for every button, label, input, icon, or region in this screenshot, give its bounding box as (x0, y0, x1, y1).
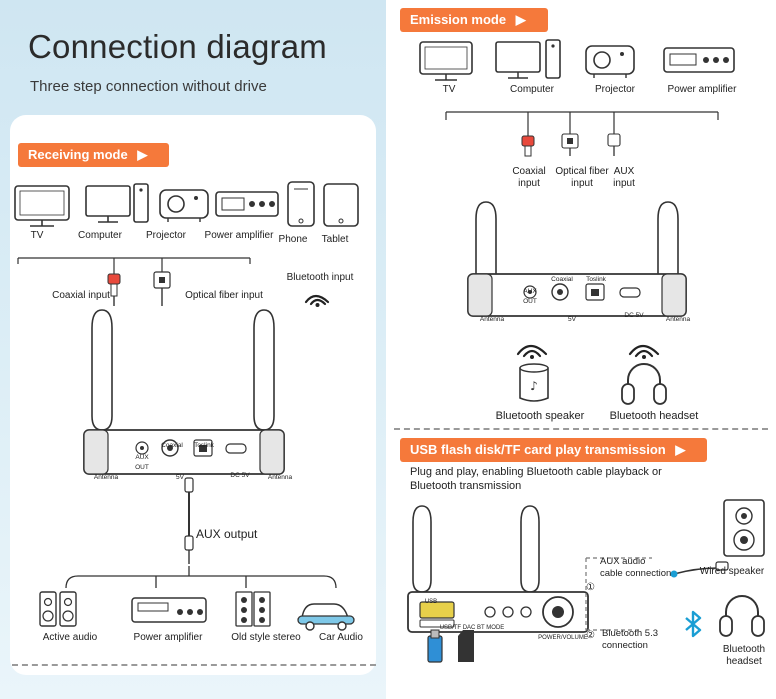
usb-step2-line1: Bluetooth 5.3 (602, 628, 658, 639)
left-panel (0, 0, 386, 699)
svg-text:♪: ♪ (530, 379, 538, 393)
usb-sub-labels: USB/TF DAC BT MODE (439, 625, 505, 631)
speakers-icon (40, 592, 76, 626)
port-label-coaxial: Coaxial (161, 442, 183, 449)
emission-output-label-headset: Bluetooth headset (609, 410, 699, 422)
source-label-phone: Phone (278, 234, 308, 245)
emission-input-label-aux: AUX input (613, 166, 635, 189)
page-subtitle: Three step connection without drive (30, 78, 267, 95)
right-panel (386, 0, 776, 699)
usb-stick-icon (428, 630, 442, 662)
port-label-toslink: Toslink (194, 442, 214, 449)
input-label-bluetooth: Bluetooth input (286, 272, 354, 283)
input-label-coaxial: Coaxial input (52, 290, 110, 301)
emission-port-label-aux: AUX (523, 288, 537, 295)
usb-desc-line1: Plug and play, enabling Bluetooth cable playback or (410, 466, 662, 478)
bt-speaker-icon (506, 362, 566, 408)
source-label-projector: Projector (145, 230, 186, 241)
arrow-right-icon-3: ▶ (675, 442, 686, 457)
emission-mode-label: Emission mode (410, 12, 507, 27)
usb-mode-ribbon (400, 438, 707, 462)
usb-desc-line2: Bluetooth transmission (410, 480, 522, 492)
usb-port-label: USB (424, 599, 438, 605)
usb-step1-line2: cable connection (600, 568, 672, 579)
car-icon (298, 604, 354, 630)
emission-port-label-coaxial: Coaxial (551, 276, 573, 283)
left-divider (12, 664, 376, 666)
monitor-icon (86, 184, 148, 222)
emission-input-label-optical: Optical fiber input (555, 166, 609, 189)
arrow-right-icon: ▶ (137, 147, 148, 162)
usb-knob-label: POWER/VOLUME (538, 635, 588, 641)
wired-speaker-label: Wired speaker (699, 566, 765, 577)
usb-step2-target-line1: Bluetooth (722, 644, 766, 655)
emission-port-label-antenna-right: Antenna (665, 316, 691, 323)
emission-input-label-coaxial: Coaxial input (512, 166, 546, 189)
port-label-antenna-right: Antenna (267, 474, 293, 481)
emission-source-label-projector: Projector (594, 84, 635, 95)
stereo-icon (236, 592, 270, 626)
usb-step1-line1: AUX audio (600, 556, 646, 567)
emission-port-label-5v: 5V (568, 316, 576, 323)
tv-icon-2 (420, 42, 472, 80)
emission-port-label-aux-out: OUT (523, 298, 537, 305)
tv-icon (15, 186, 69, 226)
bt-headset-icon-2 (716, 594, 772, 642)
port-label-antenna-left: Antenna (93, 474, 119, 481)
emission-port-label-antenna-left: Antenna (479, 316, 505, 323)
port-label-dc: DC 5V (230, 472, 250, 479)
receiving-mode-ribbon (18, 143, 169, 167)
source-label-power-amplifier: Power amplifier (204, 230, 274, 241)
amplifier-icon-2 (132, 598, 206, 622)
bluetooth-waves-icon-2 (514, 336, 554, 360)
emission-mode-ribbon (400, 8, 548, 32)
output-device-icons (34, 588, 364, 634)
port-label-aux-out: OUT (135, 464, 149, 471)
aux-output-label: AUX output (196, 527, 258, 541)
usb-step2-line2: connection (602, 640, 648, 651)
emission-source-label-tv: TV (442, 84, 456, 95)
emission-port-label-toslink: Toslink (586, 276, 606, 283)
page-title: Connection diagram (28, 28, 327, 65)
antenna-left-icon (92, 310, 112, 430)
receiving-mode-label: Receiving mode (28, 147, 128, 162)
emission-port-label-dc: DC 5V (624, 312, 644, 319)
aux-output-cable (176, 478, 216, 570)
tf-card-icon (458, 630, 474, 662)
input-label-optical: Optical fiber input (185, 290, 263, 301)
receiving-device (82, 300, 312, 480)
amplifier-icon (216, 192, 278, 216)
emission-output-label-speaker: Bluetooth speaker (495, 410, 585, 422)
output-label-car-audio: Car Audio (319, 632, 363, 643)
output-label-active-audio: Active audio (42, 632, 98, 643)
bluetooth-waves-icon-3 (626, 336, 666, 360)
optical-plug-icon-2 (562, 134, 578, 156)
output-label-old-stereo: Old style stereo (231, 632, 301, 643)
source-label-computer: Computer (78, 230, 122, 241)
amplifier-icon-3 (664, 48, 734, 72)
emission-source-label-computer: Computer (510, 84, 554, 95)
projector-icon (160, 190, 208, 222)
projector-icon-2 (586, 46, 634, 78)
port-label-5v: 5V (176, 474, 184, 481)
right-divider (394, 428, 768, 430)
wired-speaker-icon (720, 498, 770, 562)
port-label-aux: AUX (135, 454, 149, 461)
aux-plug-icon (608, 134, 620, 156)
tablet-icon (324, 184, 358, 226)
monitor-icon-2 (496, 40, 560, 78)
emission-source-label-power-amplifier: Power amplifier (667, 84, 737, 95)
arrow-right-icon-2: ▶ (515, 12, 526, 27)
phone-icon (288, 182, 314, 226)
usb-step2-target-line2: headset (726, 656, 762, 667)
antenna-right-icon (254, 310, 274, 430)
source-label-tablet: Tablet (321, 234, 349, 245)
bt-headset-icon (618, 362, 678, 408)
emission-device (468, 196, 708, 326)
output-label-power-amplifier: Power amplifier (133, 632, 203, 643)
antenna-right-icon-3 (521, 506, 539, 592)
usb-step1-number: ① (586, 582, 595, 593)
coaxial-plug-icon-2 (522, 136, 534, 156)
source-label-tv: TV (30, 230, 44, 241)
usb-device (408, 500, 608, 640)
usb-mode-label: USB flash disk/TF card play transmission (410, 442, 666, 457)
usb-step2-number: ② (586, 630, 595, 641)
antenna-left-icon-3 (413, 506, 431, 592)
emission-input-wires (418, 100, 758, 162)
